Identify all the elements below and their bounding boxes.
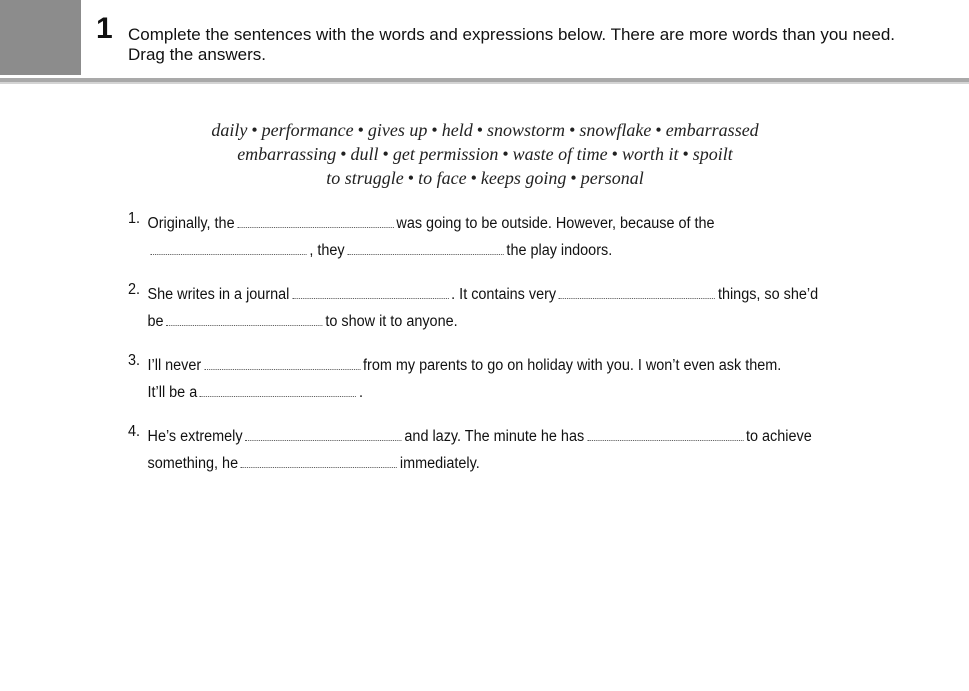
- question-text: to show it to anyone.: [325, 313, 458, 330]
- question-line: [128, 450, 835, 477]
- draggable-word[interactable]: daily: [211, 120, 248, 140]
- draggable-word[interactable]: snowflake: [579, 120, 652, 140]
- draggable-word[interactable]: snowstorm: [487, 120, 566, 140]
- draggable-word[interactable]: to struggle: [326, 168, 404, 188]
- question-item: [128, 352, 835, 406]
- draggable-word[interactable]: dull: [350, 144, 379, 164]
- word-separator: •: [431, 120, 438, 140]
- answer-drop-zone[interactable]: [245, 426, 401, 441]
- question-line: [128, 352, 835, 379]
- question-text: the play indoors.: [506, 242, 613, 259]
- question-text: . It contains very: [451, 286, 557, 303]
- question-number: 3.: [128, 352, 141, 369]
- question-text: It’ll be a: [147, 384, 198, 401]
- word-separator: •: [407, 168, 415, 188]
- exercise-number: 1: [96, 12, 113, 45]
- question-text: was going to be outside. However, because of the: [396, 215, 715, 232]
- question-text: I’ll never: [147, 357, 202, 374]
- question-text: from my parents to go on holiday with you. I won’t even ask them.: [363, 357, 782, 374]
- question-line: [128, 379, 835, 406]
- question-line: [128, 281, 835, 308]
- draggable-word[interactable]: gives up: [367, 120, 428, 140]
- question-text: She writes in a journal: [147, 286, 290, 303]
- draggable-word[interactable]: to face: [418, 168, 467, 188]
- answer-drop-zone[interactable]: [237, 213, 393, 228]
- word-separator: •: [470, 168, 477, 188]
- answer-drop-zone[interactable]: [241, 453, 397, 468]
- answer-drop-zone[interactable]: [587, 426, 743, 441]
- word-separator: •: [570, 168, 577, 188]
- question-item: [128, 281, 835, 335]
- draggable-word[interactable]: waste of time: [512, 144, 608, 164]
- answer-drop-zone[interactable]: [204, 355, 360, 370]
- word-separator: •: [340, 144, 347, 164]
- question-line: [128, 423, 835, 450]
- question-line: [128, 308, 835, 335]
- draggable-word[interactable]: embarrassed: [665, 120, 759, 140]
- draggable-word[interactable]: personal: [580, 168, 644, 188]
- word-separator: •: [476, 120, 484, 140]
- answer-drop-zone[interactable]: [292, 284, 448, 299]
- answer-drop-zone[interactable]: [166, 311, 322, 326]
- word-separator: •: [611, 144, 618, 164]
- header-grey-block: [0, 0, 81, 75]
- draggable-word[interactable]: performance: [261, 120, 354, 140]
- question-line: [128, 210, 835, 237]
- draggable-word[interactable]: get permission: [392, 144, 499, 164]
- word-separator: •: [251, 120, 258, 140]
- question-item: [128, 210, 835, 264]
- draggable-word[interactable]: held: [441, 120, 473, 140]
- question-text: be: [147, 313, 164, 330]
- word-separator: •: [569, 120, 576, 140]
- question-number: 1.: [128, 210, 141, 227]
- question-text: and lazy. The minute he has: [404, 428, 585, 445]
- word-bank-line: [150, 166, 820, 190]
- question-line: [128, 237, 835, 264]
- draggable-word[interactable]: worth it: [621, 144, 679, 164]
- word-bank: [150, 118, 820, 190]
- question-text: immediately.: [399, 455, 480, 472]
- header-divider-shadow: [0, 82, 969, 84]
- word-bank-line: [150, 118, 820, 142]
- exercise-instructions: Complete the sentences with the words and expressions below. There are more words than you need. Drag the answers.: [128, 25, 896, 64]
- question-text: something, he: [147, 455, 239, 472]
- answer-drop-zone[interactable]: [559, 284, 715, 299]
- word-bank-line: [150, 142, 820, 166]
- draggable-word[interactable]: embarrassing: [237, 144, 337, 164]
- question-text: , they: [309, 242, 345, 259]
- question-list: [128, 210, 835, 494]
- draggable-word[interactable]: spoilt: [692, 144, 733, 164]
- question-number: 4.: [128, 423, 141, 440]
- word-separator: •: [682, 144, 689, 164]
- question-text: things, so she’d: [717, 286, 819, 303]
- question-text: to achieve: [745, 428, 812, 445]
- draggable-word[interactable]: keeps going: [480, 168, 567, 188]
- word-separator: •: [502, 144, 509, 164]
- word-separator: •: [655, 120, 662, 140]
- word-separator: •: [357, 120, 364, 140]
- answer-drop-zone[interactable]: [200, 382, 356, 397]
- question-number: 2.: [128, 281, 141, 298]
- answer-drop-zone[interactable]: [150, 240, 306, 255]
- question-text: .: [359, 384, 364, 401]
- question-text: Originally, the: [147, 215, 235, 232]
- word-separator: •: [382, 144, 389, 164]
- question-item: [128, 423, 835, 477]
- question-text: He’s extremely: [147, 428, 243, 445]
- answer-drop-zone[interactable]: [347, 240, 503, 255]
